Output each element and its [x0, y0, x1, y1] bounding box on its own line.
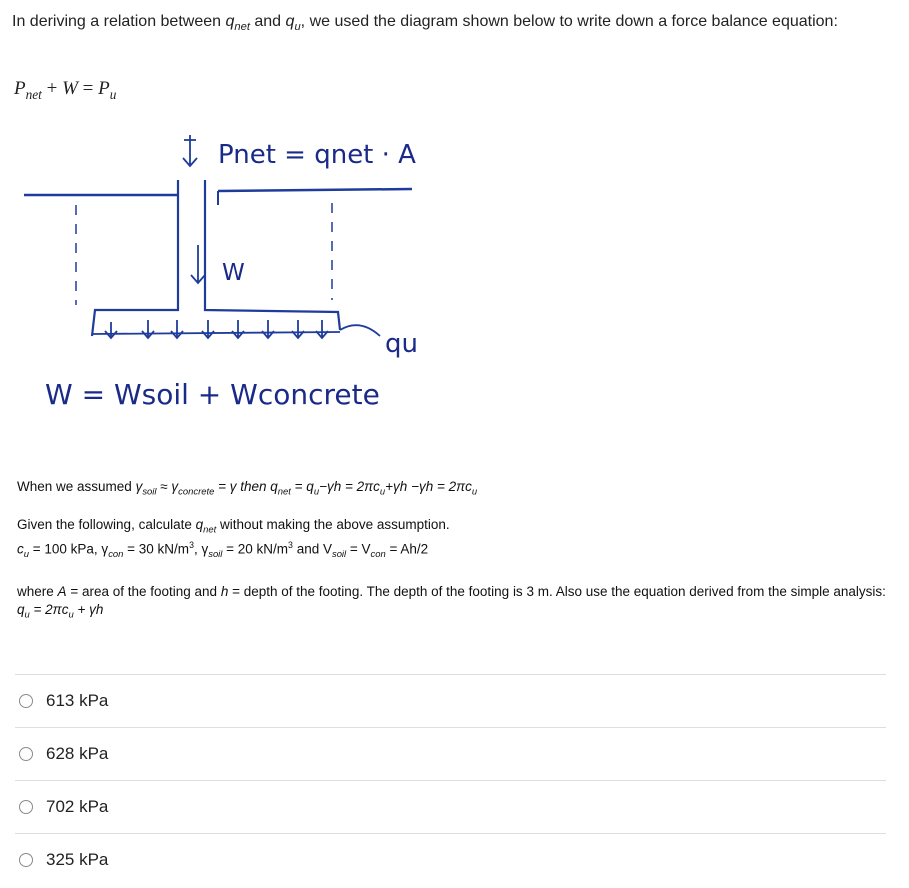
w-label: W [222, 260, 245, 286]
answer-options [15, 674, 886, 886]
answer-option-4[interactable] [15, 833, 886, 886]
qu-symbol: $q_u$ [285, 13, 301, 34]
answer-option-3[interactable] [15, 780, 886, 833]
given-line-2: $c_u = 100$ kPa, $\gamma_{con} = 30$ $kN/m^3$, $\gamma_{soil} = 20$ $kN/m^3$ and $V_{soil} = V_{con} = Ah/2$ [17, 540, 429, 561]
radio-button[interactable] [19, 747, 33, 761]
qu-label: qu [385, 329, 418, 359]
radio-button[interactable] [19, 800, 33, 814]
radio-button[interactable] [19, 853, 33, 867]
option-label: 702 kPa [46, 797, 109, 816]
where-text: where A = area of the footing and h = depth of the footing. The depth of the footing is 3 m. Also use the equation derived from the simple analysis: [17, 584, 886, 599]
answer-option-1[interactable] [15, 674, 886, 727]
given-line-1: Given the following, calculate $q_{net}$ without making the above assumption. [17, 517, 450, 536]
option-label: 325 kPa [46, 850, 109, 869]
option-label: 613 kPa [46, 691, 109, 710]
intro-text: In deriving a relation between [12, 13, 226, 30]
simple-analysis-equation: $q_u = 2\pi c_u + \gamma h$ [17, 602, 104, 621]
force-balance-equation: $P_{net} + W = P_u$ [14, 78, 117, 102]
footing-diagram [0, 125, 480, 425]
option-label: 628 kPa [46, 744, 109, 763]
assumption-text: When we assumed $\gamma_{soil} \approx \gamma_{concrete} = \gamma$ then $q_{net} = q_u-\gamma h = 2\pi c_u+\gamma h -\gamma h = 2\pi c_u$ [17, 479, 478, 498]
weight-equation: W = Wsoil + Wconcrete [45, 378, 380, 411]
radio-button[interactable] [19, 694, 33, 708]
answer-option-2[interactable] [15, 727, 886, 780]
pnet-formula: Pnet = qnet · A [218, 140, 416, 170]
qnet-symbol: $q_{net}$ [225, 13, 250, 34]
question-intro: In deriving a relation between $q_{net}$ and $q_u$, we used the diagram shown below to write down a force balance equation: [12, 13, 838, 34]
